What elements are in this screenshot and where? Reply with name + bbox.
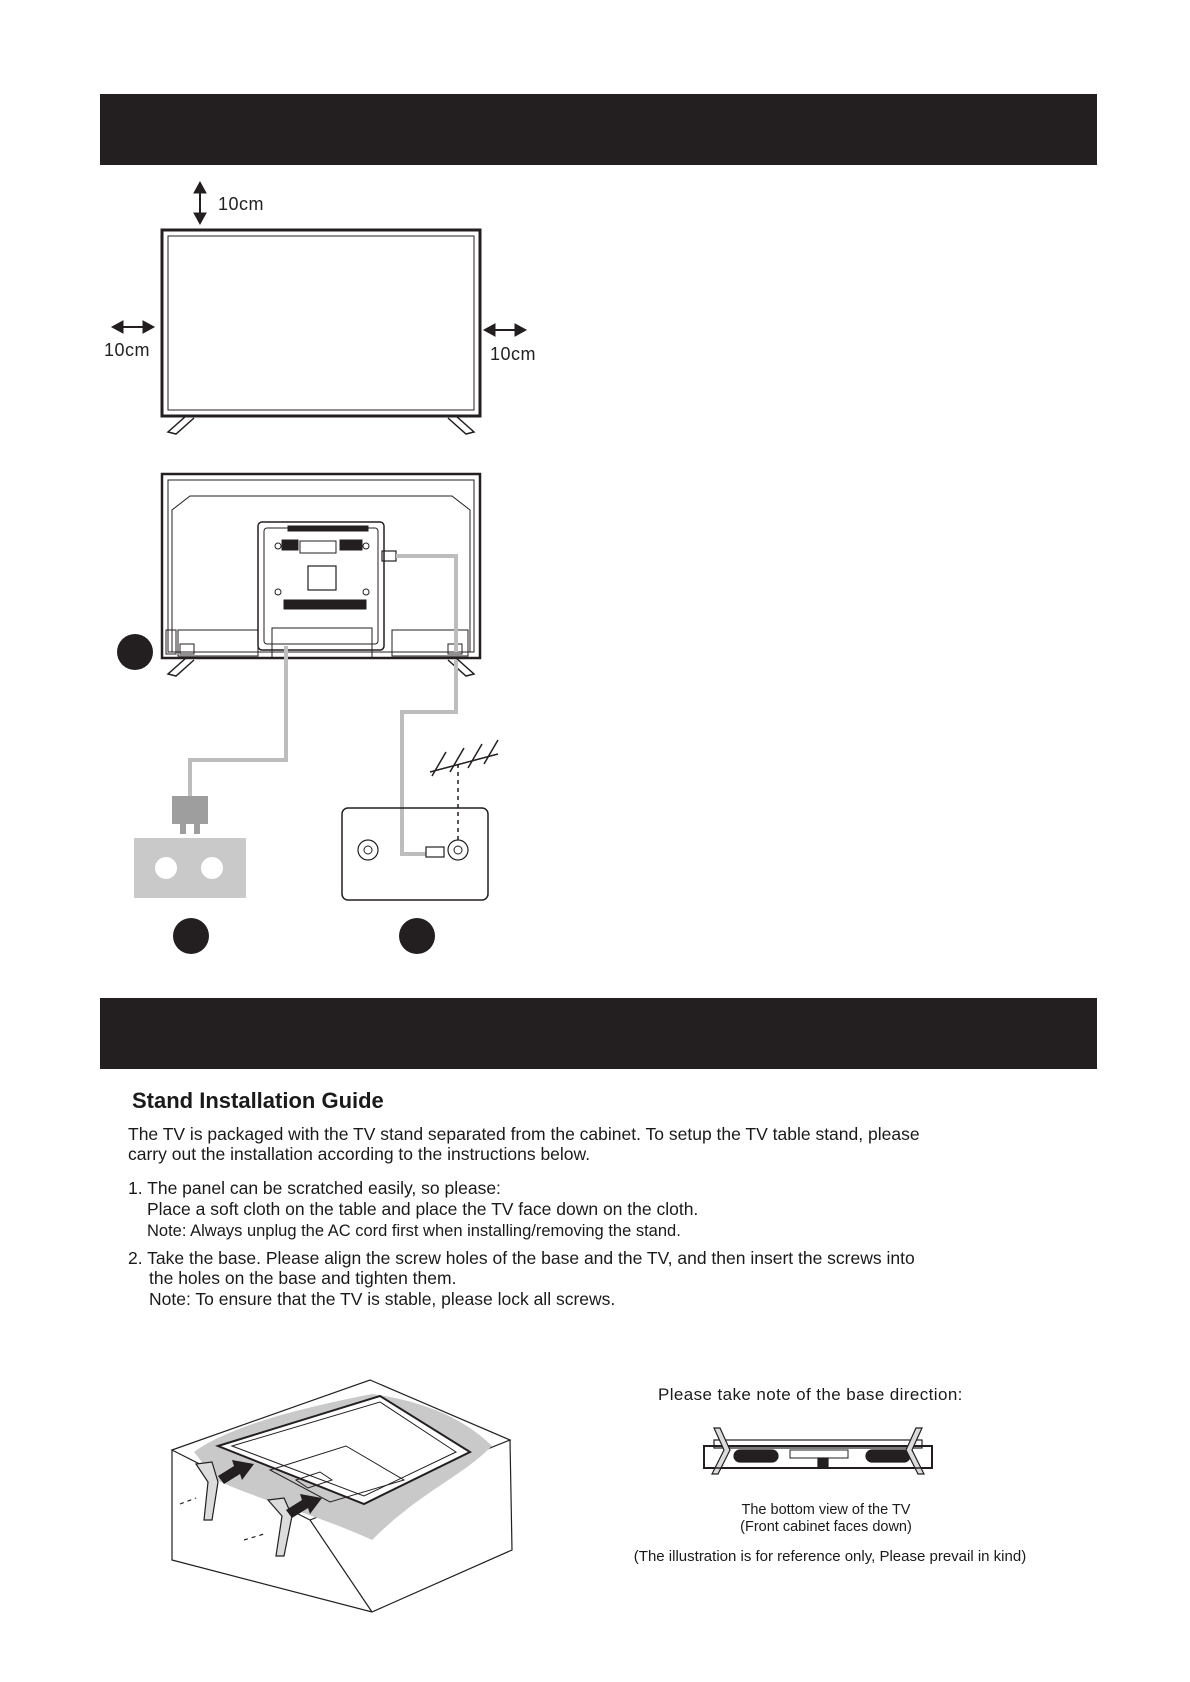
step-marker-circle <box>399 918 435 954</box>
intro-line-1: The TV is packaged with the TV stand separated from the cabinet. To setup the TV table stand, please <box>128 1124 920 1144</box>
step-2-line-1: 2. Take the base. Please align the screw holes of the base and the TV, and then insert the screws into <box>128 1248 915 1268</box>
top-clearance-arrow <box>194 182 206 224</box>
bottom-view-caption-line-2: (Front cabinet faces down) <box>740 1519 912 1535</box>
step-marker-circle <box>117 634 153 670</box>
step-1-line-2: Place a soft cloth on the table and place the TV face down on the cloth. <box>147 1199 699 1219</box>
tv-bottom-view <box>704 1428 932 1474</box>
intro-line-2: carry out the installation according to the instructions below. <box>128 1144 591 1164</box>
antenna-wall-plate <box>342 764 488 900</box>
right-clearance-arrow <box>484 324 526 336</box>
power-socket <box>134 796 246 898</box>
base-direction-note: Please take note of the base direction: <box>658 1385 963 1404</box>
bottom-view-caption-line-1: The bottom view of the TV <box>741 1502 911 1518</box>
step-2-note: Note: To ensure that the TV is stable, please lock all screws. <box>149 1289 616 1309</box>
clearance-top-label: 10cm <box>218 194 265 214</box>
antenna-cable <box>396 556 456 854</box>
tv-rear-view <box>162 474 480 676</box>
stand-install-illustration <box>172 1380 512 1612</box>
disclaimer: (The illustration is for reference only, Please prevail in kind) <box>633 1548 1027 1565</box>
clearance-left-label: 10cm <box>104 340 151 360</box>
stand-installation-heading: Stand Installation Guide <box>132 1088 384 1113</box>
left-clearance-arrow <box>112 321 154 333</box>
tv-front-view <box>162 230 480 434</box>
antenna-icon <box>430 740 498 776</box>
step-1-note: Note: Always unplug the AC cord first when installing/removing the stand. <box>147 1222 681 1240</box>
step-1-line-1: 1. The panel can be scratched easily, so please: <box>128 1178 501 1198</box>
step-2-line-2: the holes on the base and tighten them. <box>149 1268 457 1288</box>
clearance-right-label: 10cm <box>490 344 537 364</box>
power-cable <box>190 646 286 796</box>
step-marker-circle <box>173 918 209 954</box>
